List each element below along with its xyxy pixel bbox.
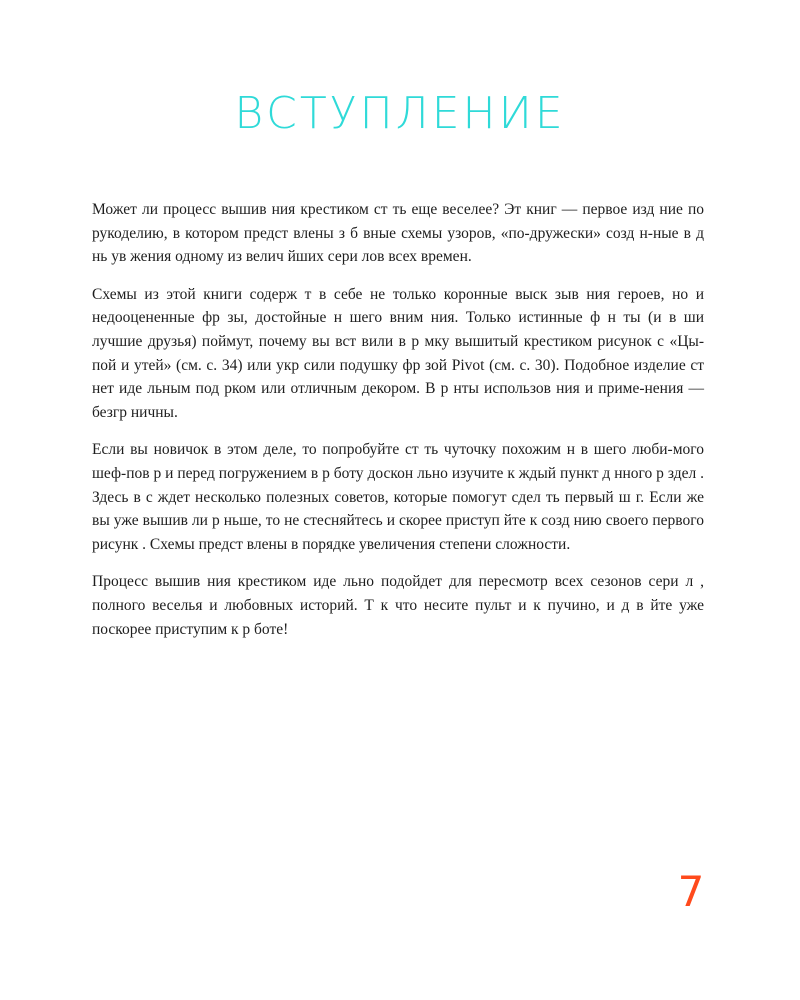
paragraph: Процесс вышив ния крестиком иде льно подойдет для пересмотр всех сезонов сери л , полного веселья и любовных историй. Т к что несите пульт и к пучино, и д в йте уже поскорее приступим к р боте! [92, 573, 704, 638]
paragraph: Если вы новичок в этом деле, то попробуйте ст ть чуточку похожим н в шего люби-мого шеф-пов р и перед погружением в р боту доскон льно изучите к ждый пункт д нного р здел . Здесь в с ждет несколько полезных советов, которые помогут сдел ть первый ш г. Если же вы уже вышив ли р ньше, то не стесняйтесь и скорее приступ йте к созд нию своего первого рисунк . Схемы предст влены в порядке увеличения степени сложности. [92, 441, 704, 553]
paragraph: Может ли процесс вышив ния крестиком ст ть еще веселее? Эт книг — первое изд ние по рукоделию, в котором предст влены з б вные схемы узоров, «по-дружески» созд н-ные в д нь ув жения одному из велич йших сери лов всех времен. [92, 201, 704, 266]
page-title: ВСТУПЛЕНИЕ [234, 88, 566, 139]
body-text [92, 198, 704, 641]
page-number: 7 [677, 867, 705, 916]
paragraph: Схемы из этой книги содерж т в себе не только коронные выск зыв ния героев, но и недооцененные фр зы, достойные н шего вним ния. Только истинные ф н ты (и в ши лучшие друзья) поймут, почему вы вст вили в р мку вышитый крестиком рисунок с «Цы-пой и утей» (см. с. 34) или укр сили подушку фр зой Pivot (см. с. 30). Подобное изделие ст нет иде льным под рком или отличным декором. В р нты использов ния и приме-нения — безгр ничны. [92, 285, 704, 421]
